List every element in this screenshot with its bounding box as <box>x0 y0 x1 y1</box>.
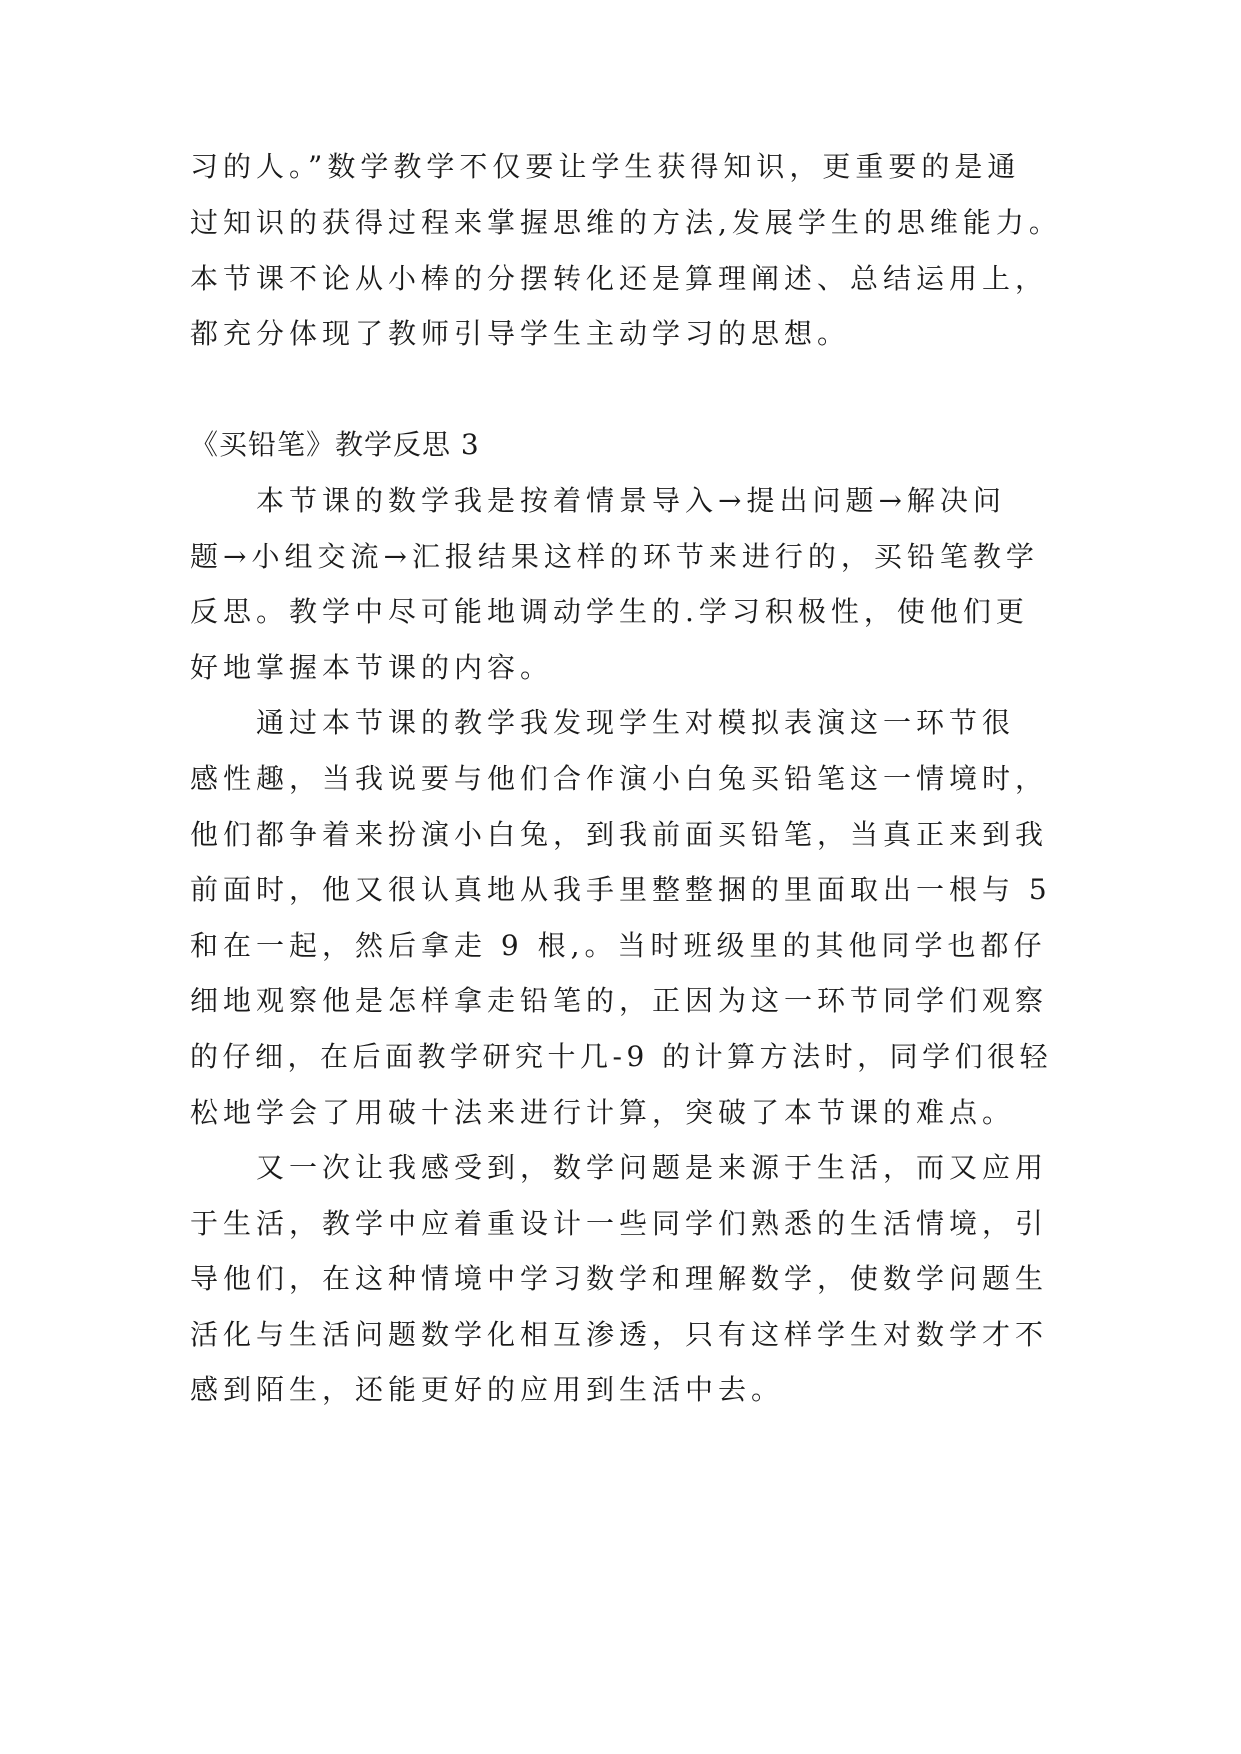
paragraph-2-line-3: 他们都争着来扮演小白兔，到我前面买铅笔，当真正来到我 <box>190 818 1049 851</box>
paragraph-2-line-6: 细地观察他是怎样拿走铅笔的，正因为这一环节同学们观察 <box>190 984 1049 1017</box>
intro-line-3: 本节课不论从小棒的分摆转化还是算理阐述、总结运用上， <box>190 262 1049 295</box>
paragraph-3-line-5: 感到陌生，还能更好的应用到生活中去。 <box>190 1373 785 1406</box>
paragraph-1-line-1: 本节课的数学我是按着情景导入→提出问题→解决问 <box>256 484 1006 517</box>
paragraph-3-line-2: 于生活，教学中应着重设计一些同学们熟悉的生活情境，引 <box>190 1207 1049 1240</box>
paragraph-3-line-3: 导他们，在这种情境中学习数学和理解数学，使数学问题生 <box>190 1262 1049 1295</box>
paragraph-3-line-4: 活化与生活问题数学化相互渗透，只有这样学生对数学才不 <box>190 1318 1049 1351</box>
paragraph-2-line-5: 和在一起，然后拿走 9 根,。当时班级里的其他同学也都仔 <box>190 929 1047 962</box>
paragraph-1-line-4: 好地掌握本节课的内容。 <box>190 651 554 684</box>
paragraph-2-line-1: 通过本节课的教学我发现学生对模拟表演这一环节很 <box>256 706 1016 739</box>
paragraph-2-line-2: 感性趣，当我说要与他们合作演小白兔买铅笔这一情境时， <box>190 762 1049 795</box>
intro-line-4: 都充分体现了教师引导学生主动学习的思想。 <box>190 317 851 350</box>
paragraph-1-line-3: 反思。教学中尽可能地调动学生的.学习积极性，使他们更 <box>190 595 1029 628</box>
section-title: 《买铅笔》教学反思 3 <box>190 428 480 461</box>
paragraph-2-line-4: 前面时，他又很认真地从我手里整整捆的里面取出一根与 5 <box>190 873 1052 906</box>
intro-line-1: 习的人。”数学教学不仅要让学生获得知识，更重要的是通 <box>190 150 1021 183</box>
paragraph-2-line-7: 的仔细，在后面教学研究十几-9 的计算方法时，同学们很轻 <box>190 1040 1053 1073</box>
paragraph-1-line-2: 题→小组交流→汇报结果这样的环节来进行的，买铅笔教学 <box>190 540 1039 573</box>
intro-line-2: 过知识的获得过程来掌握思维的方法,发展学生的思维能力。 <box>190 206 1062 239</box>
paragraph-3-line-1: 又一次让我感受到，数学问题是来源于生活，而又应用 <box>256 1151 1049 1184</box>
paragraph-2-line-8: 松地学会了用破十法来进行计算，突破了本节课的难点。 <box>190 1096 1016 1129</box>
